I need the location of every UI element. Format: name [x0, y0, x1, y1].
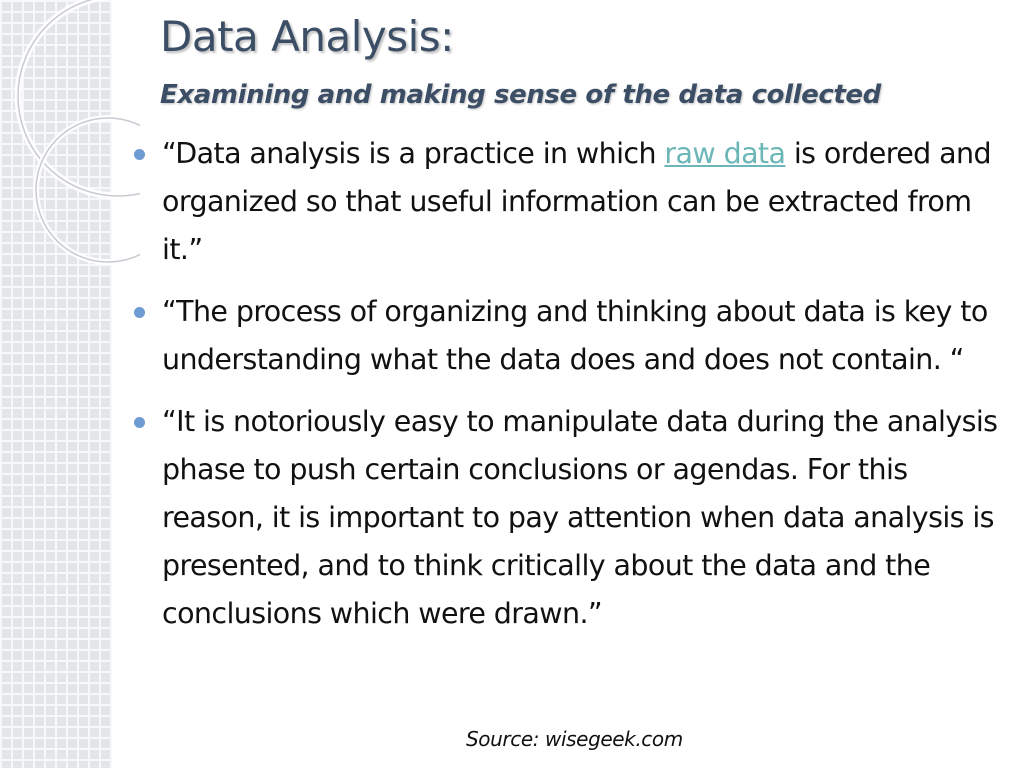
- bullet-text: “The process of organizing and thinking about data is key to understanding what the data does and does not contain. “: [162, 295, 988, 376]
- slide-title: Data Analysis:: [160, 12, 454, 61]
- bullet-list: [132, 130, 1016, 652]
- bullet-text: “It is notoriously easy to manipulate data during the analysis phase to push certain conclusions or agendas. For this reason, it is important to pay attention when data analysis is presented, and to think critically about the data and the conclusions which were drawn.”: [162, 405, 998, 630]
- slide-subtitle: Examining and making sense of the data collected: [160, 80, 881, 110]
- bullet-icon: [134, 149, 145, 160]
- bullet-icon: [134, 417, 145, 428]
- raw-data-link[interactable]: raw data: [664, 137, 786, 170]
- bullet-text-part: “Data analysis is a practice in which: [162, 137, 665, 170]
- bullet-item: [132, 288, 1016, 384]
- bullet-item: [132, 130, 1016, 274]
- bullet-item: [132, 398, 1016, 638]
- decorative-circles-icon: [0, 0, 140, 280]
- bullet-icon: [134, 307, 145, 318]
- bullet-text-part: is ordered and organized so that useful information can be extracted from it.”: [162, 137, 991, 266]
- source-citation: Source: wisegeek.com: [466, 727, 683, 751]
